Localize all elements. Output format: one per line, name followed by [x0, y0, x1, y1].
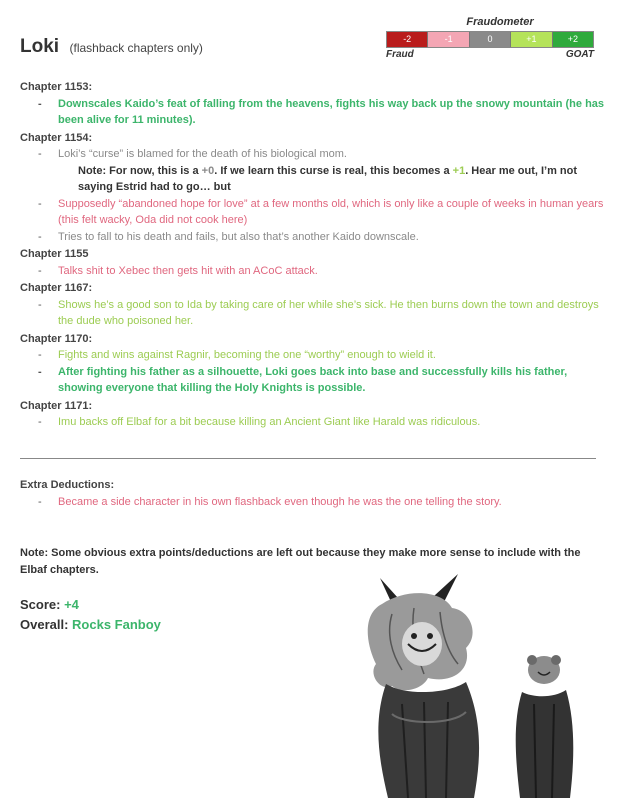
fraudometer-right-label: GOAT: [565, 49, 594, 60]
list-item: - Supposedly “abandoned hope for love” at a few months old, which is only like a couple of weeks in human years (this felt wacky, Oda did not cook here): [20, 196, 610, 229]
list-item: - Became a side character in his own flashback even though he was the one telling the story.: [20, 494, 595, 511]
fraudometer-cell-minus1: -1: [428, 32, 469, 47]
overall-label: Overall:: [20, 617, 69, 632]
note-value-plus1: +1: [452, 164, 466, 177]
score-block: [20, 595, 161, 635]
extra-deductions-heading: Extra Deductions:: [20, 479, 115, 491]
fraudometer-cell-zero: 0: [470, 32, 511, 47]
fraudometer: [386, 16, 594, 60]
chapter-note: Note: For now, this is a +0. If we learn this curse is real, this becomes a +1. Hear me out, I’m not saying Estrid had to go… but: [78, 164, 578, 193]
small-figure-body: [516, 690, 574, 798]
list-item: - Tries to fall to his death and fails, but also that’s another Kaido downscale.: [20, 229, 610, 246]
chapter-list: [20, 78, 610, 431]
score-label: Score:: [20, 597, 61, 612]
fraudometer-cell-plus2: +2: [553, 32, 593, 47]
chapter-heading: Chapter 1171:: [20, 399, 93, 412]
note-value-zero: +0: [201, 164, 215, 177]
list-item: - After fighting his father as a silhouette, Loki goes back into base and successfully kills his father, showing everyone that killing the Holy Knights is possible.: [20, 364, 610, 397]
chapter-heading: Chapter 1154:: [20, 131, 93, 144]
list-item: - Shows he’s a good son to Ida by taking care of her while she’s sick. He then burns down the town and destroys the dude who poisoned her.: [20, 297, 610, 330]
chapter-heading: Chapter 1155: [20, 248, 89, 260]
cloak-shape: [378, 682, 479, 798]
chapter-heading: Chapter 1153:: [20, 81, 93, 93]
extra-deductions: [20, 476, 595, 510]
page-title: [20, 36, 203, 58]
fraudometer-cell-plus1: +1: [511, 32, 552, 47]
character-illustration: [362, 574, 602, 798]
list-item: - Imu backs off Elbaf for a bit because killing an Ancient Giant like Harald was ridiculous.: [20, 414, 610, 431]
footer-note: Note: Some obvious extra points/deductions are left out because they make more sense to include with the Elbaf chapters.: [20, 547, 581, 576]
score-value: +4: [64, 597, 79, 612]
fraudometer-title: Fraudometer: [466, 16, 534, 28]
overall-value: Rocks Fanboy: [72, 617, 161, 632]
list-item: - Talks shit to Xebec then gets hit with an ACoC attack.: [20, 263, 610, 280]
list-item: - Loki’s “curse” is blamed for the death of his biological mom.: [20, 146, 610, 163]
section-divider: [20, 458, 596, 459]
chapter-heading: Chapter 1170:: [20, 332, 93, 345]
fraudometer-scale: [386, 31, 594, 48]
chapter-heading: Chapter 1167:: [20, 282, 93, 294]
fraudometer-cell-minus2: -2: [387, 32, 428, 47]
character-name: Loki: [20, 36, 60, 57]
list-item: - Fights and wins against Ragnir, becoming the one “worthy” enough to wield it.: [20, 347, 610, 364]
page-subtitle: (flashback chapters only): [69, 41, 203, 55]
fraudometer-left-label: Fraud: [386, 49, 414, 60]
list-item: - Downscales Kaido’s feat of falling from the heavens, fights his way back up the snowy mountain (he has been alive for 11 minutes).: [20, 96, 610, 129]
